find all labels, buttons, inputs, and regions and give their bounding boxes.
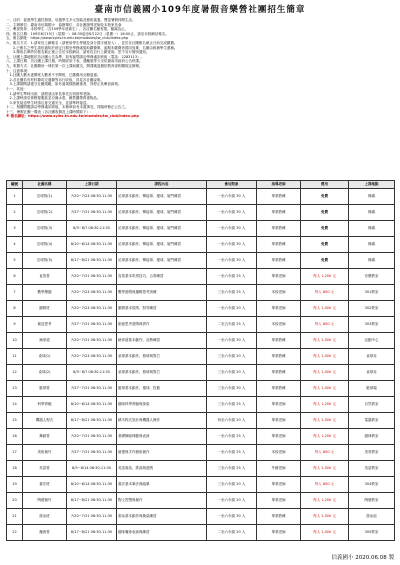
table-cell: 8/3~8/7 08:30-11:30 — [67, 365, 117, 381]
table-cell: 圍棋基本規則、對弈練習 — [117, 301, 207, 317]
table-cell: 每人 1,200 元 — [301, 397, 349, 413]
footer-date: 信義國小 2020.06.08 製 — [331, 555, 394, 561]
table-header-cell: 社團名稱 — [23, 181, 67, 189]
table-cell: 專業教練 — [257, 509, 301, 525]
table-cell: 6 — [7, 269, 23, 285]
table-cell: 專業老師 — [257, 301, 301, 317]
table-cell: 每人 1,000 元 — [301, 525, 349, 541]
table-cell: 一至六年級 30 人 — [207, 253, 257, 269]
table-cell: 每人 1,200 元 — [301, 493, 349, 509]
table-cell: 操場 — [349, 221, 395, 237]
table-cell: 8/3~8/7 08:30-11:30 — [67, 221, 117, 237]
table-cell: 7/20~7/24 08:30-11:30 — [67, 189, 117, 205]
table-cell: 7/20~7/24 08:30-11:30 — [67, 349, 117, 365]
table-header-cell: 指導老師 — [257, 181, 301, 189]
table-cell: 一至六年級 25 人 — [207, 445, 257, 461]
table-cell: 一至六年級 30 人 — [207, 237, 257, 253]
table-cell: 8/10~8/14 08:30-11:30 — [67, 237, 117, 253]
table-cell: 一至六年級 30 人 — [207, 221, 257, 237]
table-header-cell: 編號 — [7, 181, 23, 189]
page-title: 臺南市信義國小109年度暑假音樂營社團招生簡章 — [94, 5, 306, 15]
table-cell: 機器人程式 — [23, 413, 67, 429]
table-cell: 桌球(1) — [23, 349, 67, 365]
table-cell: 8/3~8/14 08:30-11:30 — [67, 461, 117, 477]
note-line: 六、報名方式：1.請家長上網報名（請使用學生學號及身分證字號登入），並於各社團報名截止日前完成繳費。 — [6, 40, 178, 45]
table-cell: 3 — [7, 221, 23, 237]
table-cell: 19 — [7, 477, 23, 493]
table-row — [7, 269, 395, 285]
table-row — [7, 445, 395, 461]
note-line: 九、收費方式：社團費用一律於第一次上課前繳交，開課後退費依教育部相關規定辦理。 — [6, 63, 143, 68]
table-cell: 13 — [7, 381, 23, 397]
table-cell: 桌球室 — [349, 365, 395, 381]
table-cell: 自然教室 — [349, 397, 395, 413]
table-cell: 書法班 — [23, 477, 67, 493]
table-row — [7, 237, 395, 253]
highlight-note: ※ 報名網址：https://www.syies.tn.edu.tw/modules/tw_club/index.php — [6, 114, 139, 119]
table-cell: 美術創作 — [23, 445, 67, 461]
table-cell: 創造思考 — [23, 317, 67, 333]
table-cell: 7/20~7/24 08:30-11:30 — [67, 285, 117, 301]
table-cell: 游泳班 — [23, 509, 67, 525]
note-line: 七、社團上課地點依各社團公告為準，如有疑問請洽學務處訓育組（電話：2283113）。 — [6, 54, 145, 59]
table-cell: 每人 800 元 — [301, 317, 349, 333]
table-cell: 8/17~8/21 08:30-11:30 — [67, 413, 117, 429]
table-cell: 免費 — [301, 253, 349, 269]
table-cell: 積木程式設計與機器人操作 — [117, 413, 207, 429]
table-cell: 操場 — [349, 237, 395, 253]
table-cell: 專業教練 — [257, 189, 301, 205]
table-row — [7, 525, 395, 541]
table-cell: 一至六年級 20 人 — [207, 493, 257, 509]
table-cell: 足球基本動作、傳接球、運球、射門練習 — [117, 205, 207, 221]
table-cell: 音樂教室 — [349, 269, 395, 285]
table-cell: 每人 1,000 元 — [301, 349, 349, 365]
table-cell: 三至六年級 25 人 — [207, 285, 257, 301]
table-cell: 足球基本動作、傳接球、運球、射門練習 — [117, 253, 207, 269]
table-cell: 繪畫與手作藝術創作 — [117, 445, 207, 461]
table-cell: 每人 1,500 元 — [301, 333, 349, 349]
table-cell: 科學實驗 — [23, 397, 67, 413]
table-cell: 7/20~7/31 08:30-11:30 — [67, 509, 117, 525]
table-cell: 三至六年級 25 人 — [207, 397, 257, 413]
table-cell: 22 — [7, 525, 23, 541]
table-cell: 每人 800 元 — [301, 285, 349, 301]
table-row — [7, 301, 395, 317]
table-cell: 足球營(3) — [23, 221, 67, 237]
table-row — [7, 349, 395, 365]
table-cell: 陶藝創作 — [23, 493, 67, 509]
table-cell: 8/17~8/21 08:30-11:30 — [67, 493, 117, 509]
table-cell: 舞蹈營 — [23, 429, 67, 445]
table-cell: 直笛基本吹奏技巧、合奏練習 — [117, 269, 207, 285]
table-cell: 7/27~7/31 08:30-11:30 — [67, 205, 117, 221]
table-cell: 免費 — [301, 221, 349, 237]
table-cell: 魔術營 — [23, 525, 67, 541]
table-cell: 每人 1,000 元 — [301, 365, 349, 381]
table-cell: 英語營 — [23, 461, 67, 477]
table-cell: 一至六年級 20 人 — [207, 301, 257, 317]
table-cell: 專業老師 — [257, 413, 301, 429]
table-cell: 21 — [7, 509, 23, 525]
table-row — [7, 509, 395, 525]
table-cell: 趣味科學實驗與探索 — [117, 397, 207, 413]
table-cell: 桌球室 — [349, 349, 395, 365]
note-line: 五、報名網址：https://www.syies.tn.edu.tw/modules/tw_club/index.php — [6, 36, 129, 41]
note-line: 十三、暑假社團一覽表（各社團收費及上課時間如下）： — [6, 109, 94, 114]
table-cell: 專業老師 — [257, 477, 301, 493]
table-cell: 外籍老師 — [257, 461, 301, 477]
table-cell: 10 — [7, 333, 23, 349]
note-line: 十、注意事項： — [6, 68, 31, 73]
table-row — [7, 477, 395, 493]
table-cell: 專業老師 — [257, 397, 301, 413]
note-line: 二、主辦單位：臺南市信義國小 協辦單位：各社團指導老師及本校家長會 — [6, 22, 122, 27]
table-row — [7, 189, 395, 205]
table-cell: 305教室 — [349, 525, 395, 541]
table-cell: 三至六年級 25 人 — [207, 461, 257, 477]
table-cell: 二至五年級 25 人 — [207, 317, 257, 333]
table-cell: 操場 — [349, 205, 395, 221]
table-cell: 專業教練 — [257, 381, 301, 397]
table-row — [7, 493, 395, 509]
note-line: 3.家長接送學生時請注意交通安全，並請準時接送。 — [6, 100, 90, 105]
table-cell: 每人 1,500 元 — [301, 509, 349, 525]
table-cell: 創意思考遊戲與實作 — [117, 317, 207, 333]
club-table — [6, 180, 395, 541]
table-cell: 游泳池 — [349, 509, 395, 525]
table-cell: 跆拳道 — [23, 333, 67, 349]
note-line: 2.各社團若有材料費或交通費等另行收取，詳見各社團說明。 — [6, 77, 104, 82]
table-cell: 8/17~8/21 08:30-11:30 — [67, 253, 117, 269]
table-header-cell: 課程內容 — [117, 181, 207, 189]
table-cell: 301教室 — [349, 285, 395, 301]
table-header-row — [7, 181, 395, 189]
table-row — [7, 333, 395, 349]
table-cell: 四至六年級 20 人 — [207, 413, 257, 429]
table-cell: 操場 — [349, 253, 395, 269]
note-line: 十二、相關問題請洽學務處訓育組，本簡章如有未盡事宜，得隨時修正公告之。 — [6, 105, 129, 110]
table-cell: 美勞教室 — [349, 445, 395, 461]
note-line: 1.請學生準時出席，請假須由家長事先告知指導老師。 — [6, 91, 94, 96]
table-row — [7, 285, 395, 301]
note-line: 八、上課日期：各社團上課日期、時間詳如下表，遇颱風等天災依臺南市政府公告停課。 — [6, 59, 143, 64]
table-cell: 電腦教室 — [349, 413, 395, 429]
table-cell: 活動中心 — [349, 333, 395, 349]
table-row — [7, 221, 395, 237]
table-cell: 專業老師 — [257, 269, 301, 285]
table-cell: 一至六年級 30 人 — [207, 509, 257, 525]
table-cell: 書法基本筆法與臨摹 — [117, 477, 207, 493]
table-cell: 每人 1,500 元 — [301, 413, 349, 429]
table-cell: 304教室 — [349, 477, 395, 493]
table-cell: 籃球營 — [23, 381, 67, 397]
table-cell: 陶土捏塑與創作 — [117, 493, 207, 509]
table-cell: 數學樂園 — [23, 285, 67, 301]
table-cell: 專業教練 — [257, 365, 301, 381]
table-row — [7, 461, 395, 477]
table-cell: 足球基本動作、傳接球、運球、射門練習 — [117, 221, 207, 237]
note-line: 2.上課時請穿著輕便服裝並自備水壺，嚴禁攜帶貴重物品。 — [6, 96, 101, 101]
table-cell: 本校老師 — [257, 285, 301, 301]
note-line: 1.社團人數未達開班人數者不予開班，已繳費用全額退還。 — [6, 73, 101, 78]
table-cell: 足球基本動作、傳接球、運球、射門練習 — [117, 189, 207, 205]
table-cell: 陶藝教室 — [349, 493, 395, 509]
table-cell: 每人 800 元 — [301, 445, 349, 461]
table-body — [7, 189, 395, 541]
table-row — [7, 429, 395, 445]
table-cell: 游泳基本動作與換氣練習 — [117, 509, 207, 525]
notes-section — [6, 18, 394, 119]
table-cell: 專業教練 — [257, 349, 301, 365]
table-cell: 7/20~7/31 08:30-11:30 — [67, 429, 117, 445]
table-cell: 三至六年級 20 人 — [207, 349, 257, 365]
table-row — [7, 253, 395, 269]
table-cell: 三至六年級 20 人 — [207, 365, 257, 381]
table-cell: 專業老師 — [257, 525, 301, 541]
table-row — [7, 205, 395, 221]
table-cell: 302教室 — [349, 301, 395, 317]
table-cell: 一至六年級 30 人 — [207, 189, 257, 205]
table-cell: 數學遊戲與邏輯思考訓練 — [117, 285, 207, 301]
table-cell: 三至六年級 20 人 — [207, 477, 257, 493]
table-cell: 7/27~7/31 08:30-11:30 — [67, 381, 117, 397]
table-cell: 一至六年級 25 人 — [207, 269, 257, 285]
table-cell: 5 — [7, 253, 23, 269]
table-cell: 每人 1,200 元 — [301, 269, 349, 285]
table-header-cell: 上課地點 — [349, 181, 395, 189]
table-cell: 籃球場 — [349, 381, 395, 397]
table-cell: 15 — [7, 413, 23, 429]
note-line: 十一、其他： — [6, 86, 27, 91]
table-cell: 二至六年級 20 人 — [207, 525, 257, 541]
table-cell: 免費 — [301, 237, 349, 253]
table-cell: 足球營(4) — [23, 237, 67, 253]
table-header-cell: 費用 — [301, 181, 349, 189]
table-cell: 一至六年級 30 人 — [207, 333, 257, 349]
table-cell: 桌球(2) — [23, 365, 67, 381]
table-header-cell: 上課日期 — [67, 181, 117, 189]
table-cell: 303教室 — [349, 317, 395, 333]
table-cell: 7/20~7/31 08:30-11:30 — [67, 333, 117, 349]
table-cell: 2 — [7, 205, 23, 221]
table-cell: 7/27~7/31 08:30-11:30 — [67, 317, 117, 333]
table-cell: 每人 1,500 元 — [301, 461, 349, 477]
table-cell: 8 — [7, 301, 23, 317]
note-line: 三、參加對象：本校學生（含109學年度新生），各社團名額有限，額滿為止。 — [6, 27, 129, 32]
table-cell: 直笛營 — [23, 269, 67, 285]
table-cell: 足球營(1) — [23, 189, 67, 205]
table-header-cell: 參加對象 — [207, 181, 257, 189]
table-cell: 足球營(2) — [23, 205, 67, 221]
table-cell: 專業老師 — [257, 429, 301, 445]
table-cell: 7/20~7/31 08:30-11:30 — [67, 269, 117, 285]
table-cell: 專業教練 — [257, 221, 301, 237]
table-cell: 20 — [7, 493, 23, 509]
table-row — [7, 365, 395, 381]
table-cell: 英語教室 — [349, 461, 395, 477]
table-cell: 8/17~8/21 08:30-11:30 — [67, 525, 117, 541]
table-row — [7, 413, 395, 429]
table-cell: 籃球基本動作、運球、投籃 — [117, 381, 207, 397]
table-cell: 4 — [7, 237, 23, 253]
table-cell: 18 — [7, 461, 23, 477]
flyer-page — [6, 4, 394, 561]
table-cell: 7/20~7/24 08:30-11:30 — [67, 301, 117, 317]
table-cell: 圍棋班 — [23, 301, 67, 317]
table-cell: 足球基本動作、傳接球、運球、射門練習 — [117, 237, 207, 253]
table-cell: 7 — [7, 285, 23, 301]
note-line: 3.上課期間請遵守社團規範，如有違規情節嚴重者，得停止其參加資格。 — [6, 82, 122, 87]
table-cell: 專業教練 — [257, 205, 301, 221]
table-cell: 7/27~7/31 08:30-11:30 — [67, 445, 117, 461]
table-cell: 桌球基本動作、發球與對打 — [117, 349, 207, 365]
table-cell: 本校老師 — [257, 317, 301, 333]
note-line: 2.已報名之學生請依通知於指定日期至學務處領取繳費單，逾期未繳費者視同放棄，名額由候補學生遞補。 — [6, 45, 178, 50]
table-cell: 操場 — [349, 189, 395, 205]
table-cell: 14 — [7, 397, 23, 413]
table-cell: 8/10~8/14 08:30-11:30 — [67, 477, 117, 493]
table-cell: 本校老師 — [257, 445, 301, 461]
table-row — [7, 397, 395, 413]
table-cell: 基礎舞蹈律動與表演 — [117, 429, 207, 445]
table-cell: 英語會話、歌曲與遊戲 — [117, 461, 207, 477]
table-cell: 專業教練 — [257, 237, 301, 253]
table-cell: 每人 800 元 — [301, 477, 349, 493]
table-cell: 三至六年級 30 人 — [207, 381, 257, 397]
table-cell: 韻律教室 — [349, 429, 395, 445]
table-cell: 跆拳道基本動作、品勢練習 — [117, 333, 207, 349]
table-cell: 一至六年級 30 人 — [207, 205, 257, 221]
table-cell: 12 — [7, 365, 23, 381]
table-cell: 1 — [7, 189, 23, 205]
table-cell: 一至六年級 25 人 — [207, 429, 257, 445]
table-cell: 桌球基本動作、發球與對打 — [117, 365, 207, 381]
table-cell: 9 — [7, 317, 23, 333]
table-cell: 趣味魔術表演與練習 — [117, 525, 207, 541]
note-line: 3.錄取名單將於報名截止後公告於本校網站，請家長自行上網查詢，恕不另行個別通知。 — [6, 50, 150, 55]
table-cell: 免費 — [301, 189, 349, 205]
table-cell: 16 — [7, 429, 23, 445]
table-cell: 11 — [7, 349, 23, 365]
table-cell: 專業教練 — [257, 333, 301, 349]
table-cell: 每人 1,200 元 — [301, 429, 349, 445]
table-cell: 專業老師 — [257, 493, 301, 509]
table-cell: 8/10~8/14 08:30-11:30 — [67, 397, 117, 413]
table-cell: 專業教練 — [257, 253, 301, 269]
table-cell: 17 — [7, 445, 23, 461]
table-cell: 每人 1,000 元 — [301, 301, 349, 317]
table-row — [7, 381, 395, 397]
table-cell: 免費 — [301, 205, 349, 221]
table-cell: 足球營(5) — [23, 253, 67, 269]
note-line: 一、目的：促進學生適性發展、培養學生多元智能及藝術素養，豐富暑假休閒生活。 — [6, 18, 136, 22]
note-line: 四、報名日期：109年6月15日（星期一）08:30起至6月22日（星期一）16:00止，請至本校網站報名。 — [6, 31, 169, 36]
table-cell: 每人 1,000 元 — [301, 381, 349, 397]
table-row — [7, 317, 395, 333]
